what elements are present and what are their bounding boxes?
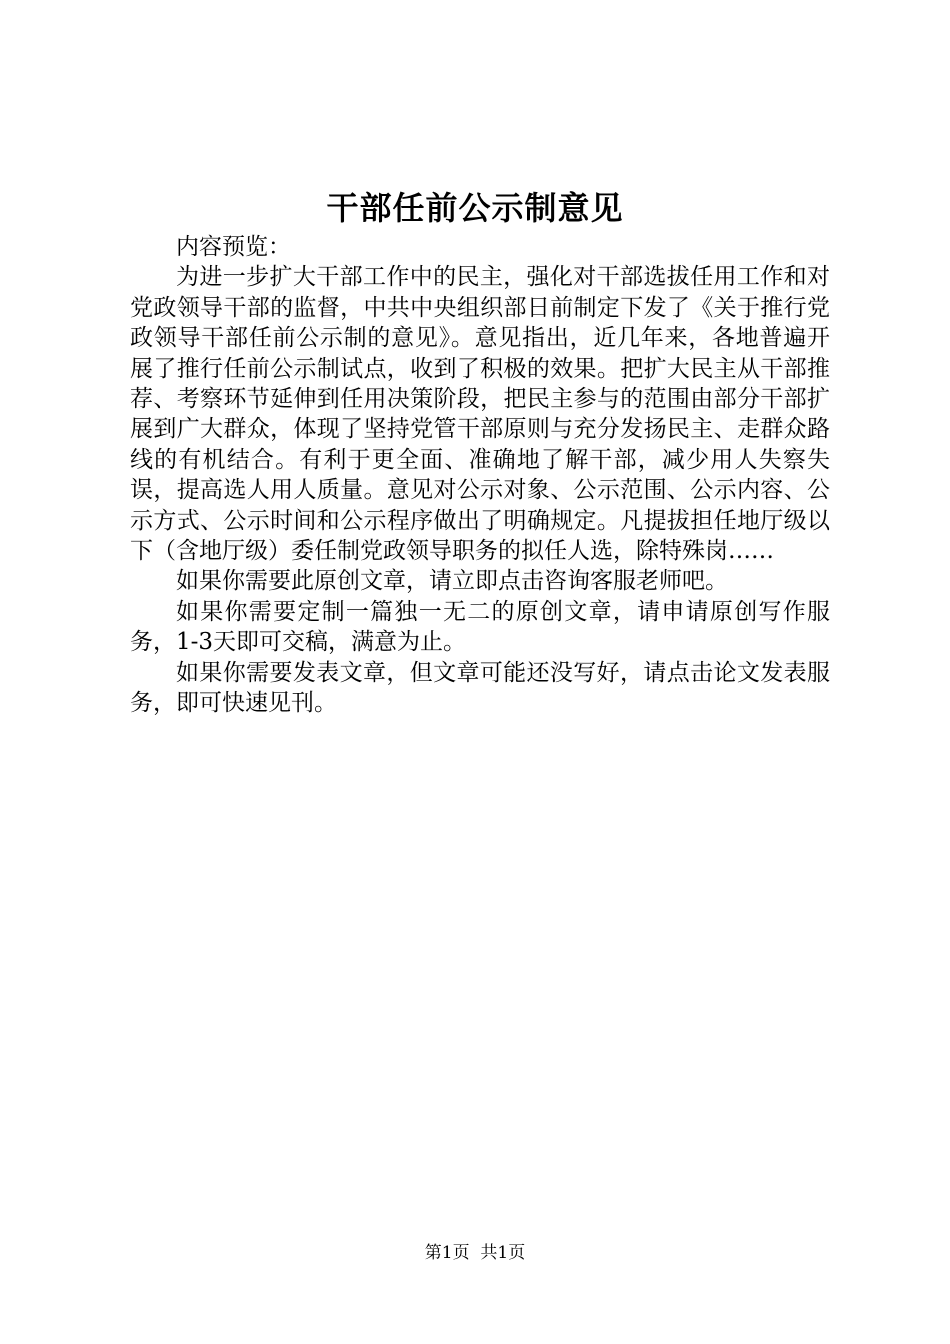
preview-label: 内容预览： bbox=[176, 234, 291, 260]
page-number: 第1页 共1页 bbox=[424, 1243, 526, 1263]
page-footer bbox=[0, 1241, 950, 1265]
publish-paragraph: 如果你需要发表文章，但文章可能还没写好，请点击论文发表服务，即可快速见刊。 bbox=[130, 659, 830, 717]
consult-paragraph: 如果你需要此原创文章，请立即点击咨询客服老师吧。 bbox=[176, 568, 728, 595]
custom-writing-paragraph: 如果你需要定制一篇独一无二的原创文章，请申请原创写作服务，1-3天即可交稿，满意为止。 bbox=[130, 598, 830, 656]
document-body bbox=[130, 232, 830, 719]
summary-paragraph: 为进一步扩大干部工作中的民主，强化对干部选拔任用工作和对党政领导干部的监督，中共中央组织部日前制定下发了《关于推行党政领导干部任前公示制的意见》。意见指出，近几年来，各地普遍开展了推行任前公示制试点，收到了积极的效果。把扩大民主从干部推荐、考察环节延伸到任用决策阶段，把民主参与的范围由部分干部扩展到广大群众，体现了坚持党管干部原则与充分发扬民主、走群众路线的有机结合。有利于更全面、准确地了解干部，减少用人失察失误，提高选人用人质量。意见对公示对象、公示范围、公示内容、公示方式、公示时间和公示程序做出了明确规定。凡提拔担任地厅级以下（含地厅级）委任制党政领导职务的拟任人选，除特殊岗…… bbox=[130, 264, 830, 565]
document-title: 干部任前公示制意见 bbox=[326, 189, 624, 227]
